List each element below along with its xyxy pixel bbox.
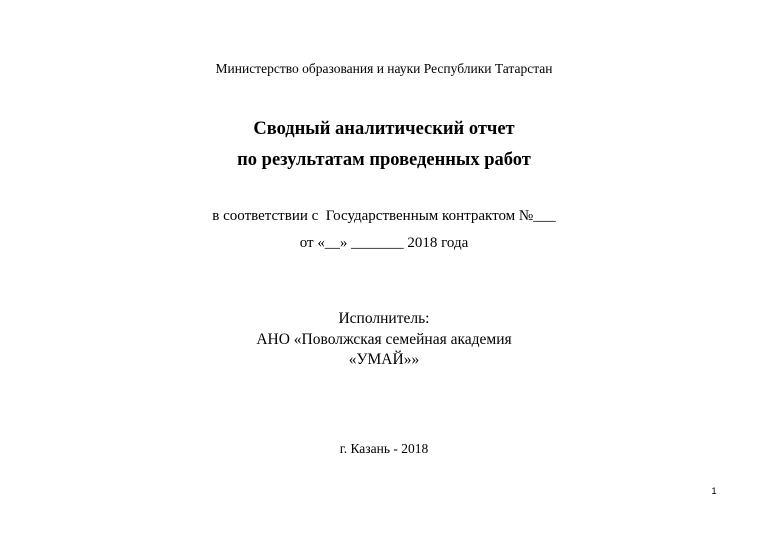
report-title-line-1: Сводный аналитический отчет <box>253 119 515 139</box>
report-title-line-2: по результатам проведенных работ <box>237 150 531 170</box>
executor-label: Исполнитель: <box>338 310 430 327</box>
contract-date: от «__» _______ 2018 года <box>299 235 469 251</box>
ministry-name: Министерство образования и науки Республики Татарстан <box>215 61 553 76</box>
city-year: г. Казань - 2018 <box>339 441 429 456</box>
contract-reference: в соответствии с Государственным контрактом №___ <box>212 208 556 224</box>
executor-org-line-1: АНО «Поволжская семейная академия <box>256 331 512 348</box>
page-number: 1 <box>711 486 717 497</box>
executor-org-line-2: «УМАЙ»» <box>348 351 420 368</box>
